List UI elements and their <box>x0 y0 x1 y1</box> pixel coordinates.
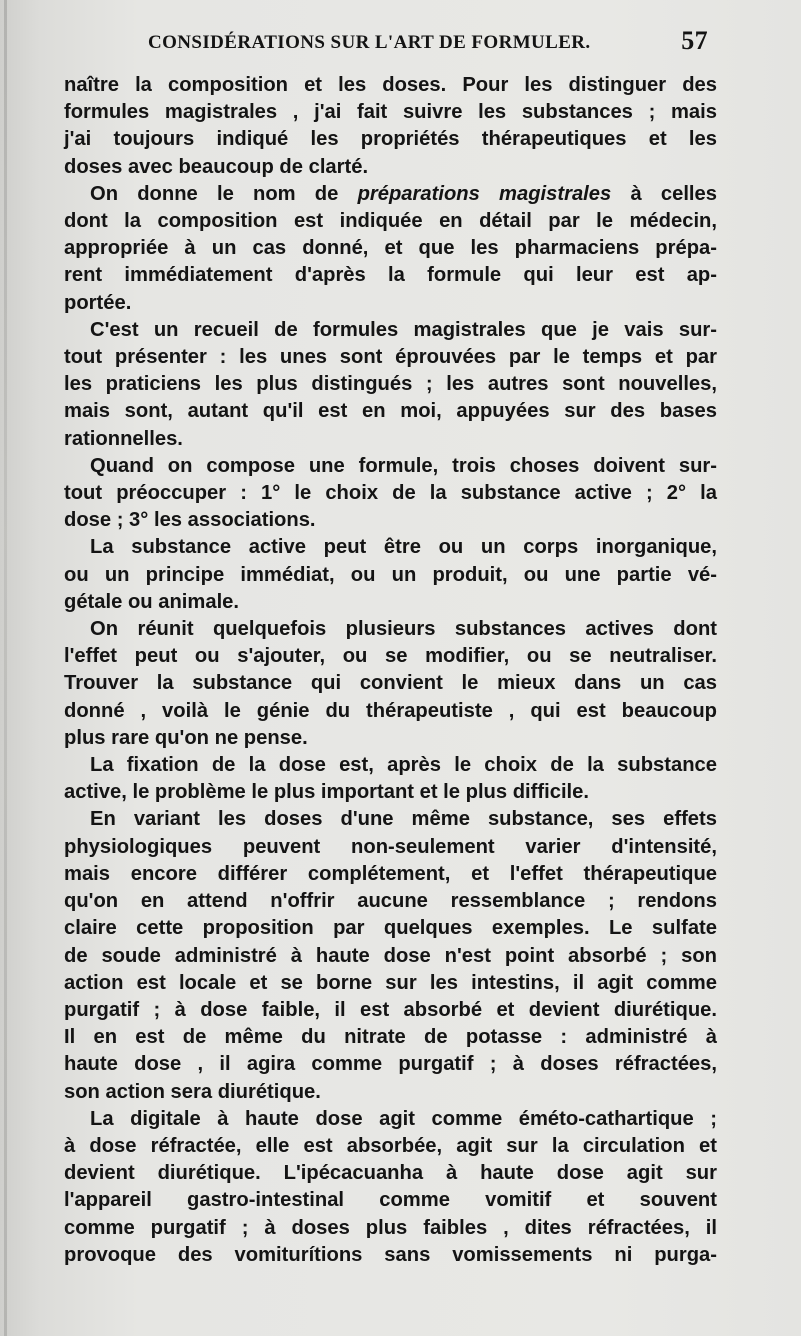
page-number: 57 <box>681 26 708 55</box>
text-span: On donne le nom de <box>90 182 358 205</box>
text-line: son action sera diurétique. <box>64 1080 321 1103</box>
paragraph <box>64 72 717 181</box>
text-line: l'effet peut ou s'ajouter, ou se modifier, ou se neutraliser. <box>64 645 717 668</box>
emphasis-term: préparations magistrales <box>357 182 612 205</box>
text-line: de soude administré à haute dose n'est point absorbé ; son <box>64 944 717 967</box>
text-line: j'ai toujours indiqué les propriétés thérapeutiques et les <box>64 128 717 151</box>
body-text <box>64 72 717 1269</box>
text-line: dont la composition est indiquée en détail par le médecin, <box>64 210 717 233</box>
text-line: claire cette proposition par quelques exemples. Le sulfate <box>64 917 717 940</box>
text-line: La digitale à haute dose agit comme éméto-cathartique ; <box>90 1107 717 1130</box>
text-line: mais sont, autant qu'il est en moi, appuyées sur des bases <box>64 400 717 423</box>
paragraph <box>64 752 717 806</box>
text-line: ou un principe immédiat, ou un produit, ou une partie vé- <box>64 563 717 586</box>
text-line: Trouver la substance qui convient le mieux dans un cas <box>64 672 717 695</box>
text-line: à dose réfractée, elle est absorbée, agit sur la circulation et <box>64 1134 717 1157</box>
page-header <box>148 26 708 64</box>
text-line: rationnelles. <box>64 427 183 450</box>
text-line: Quand on compose une formule, trois choses doivent sur- <box>90 454 717 477</box>
text-line: provoque des vomiturítions sans vomissements ni purga- <box>64 1243 717 1266</box>
text-line: portée. <box>64 291 132 314</box>
text-line: On réunit quelquefois plusieurs substances actives dont <box>90 618 717 641</box>
text-line: active, le problème le plus important et le plus difficile. <box>64 781 590 804</box>
text-line: La fixation de la dose est, après le choix de la substance <box>90 754 717 777</box>
paragraph <box>64 1106 717 1269</box>
text-line: naître la composition et les doses. Pour les distinguer des <box>64 74 717 96</box>
text-line: C'est un recueil de formules magistrales que je vais sur- <box>90 318 717 341</box>
paragraph <box>64 317 717 453</box>
text-line: doses avec beaucoup de clarté. <box>64 155 369 178</box>
text-line: appropriée à un cas donné, et que les pharmaciens prépa- <box>64 237 717 260</box>
text-line: Il en est de même du nitrate de potasse : administré à <box>64 1026 717 1049</box>
text-line <box>64 181 717 208</box>
text-line: purgatif ; à dose faible, il est absorbé et devient diurétique. <box>64 998 717 1021</box>
text-line: devient diurétique. L'ipécacuanha à haute dose agit sur <box>64 1162 717 1185</box>
paragraph <box>64 616 717 752</box>
text-line: comme purgatif ; à doses plus faibles , dites réfractées, il <box>64 1216 717 1239</box>
text-line: tout présenter : les unes sont éprouvées par le temps et par <box>64 346 717 369</box>
text-line: gétale ou animale. <box>64 590 240 613</box>
binding-gutter <box>4 0 7 1336</box>
running-title: CONSIDÉRATIONS SUR L'ART DE FORMULER. <box>148 32 591 53</box>
text-line: les praticiens les plus distingués ; les autres sont nouvelles, <box>64 373 717 396</box>
text-line: haute dose , il agira comme purgatif ; à doses réfractées, <box>64 1053 717 1076</box>
paragraph <box>64 181 717 317</box>
text-line: mais encore différer complétement, et l'effet thérapeutique <box>64 862 717 885</box>
text-line: formules magistrales , j'ai fait suivre les substances ; mais <box>64 101 717 124</box>
text-line: l'appareil gastro-intestinal comme vomitif et souvent <box>64 1189 717 1212</box>
text-line: En variant les doses d'une même substance, ses effets <box>90 808 717 831</box>
text-line: La substance active peut être ou un corps inorganique, <box>90 536 717 559</box>
text-line: dose ; 3° les associations. <box>64 509 316 532</box>
text-line: donné , voilà le génie du thérapeutiste , qui est beaucoup <box>64 699 717 722</box>
paragraph <box>64 806 717 1105</box>
text-line: tout préoccuper : 1° le choix de la substance active ; 2° la <box>64 482 717 505</box>
text-line: action est locale et se borne sur les intestins, il agit comme <box>64 971 717 994</box>
text-line: qu'on en attend n'offrir aucune ressemblance ; rendons <box>64 890 717 913</box>
text-line: rent immédiatement d'après la formule qui leur est ap- <box>64 264 717 287</box>
paragraph <box>64 534 717 616</box>
paragraph <box>64 453 717 535</box>
text-line: physiologiques peuvent non-seulement varier d'intensité, <box>64 835 717 858</box>
text-span: à celles <box>611 182 717 205</box>
text-line: plus rare qu'on ne pense. <box>64 726 308 749</box>
